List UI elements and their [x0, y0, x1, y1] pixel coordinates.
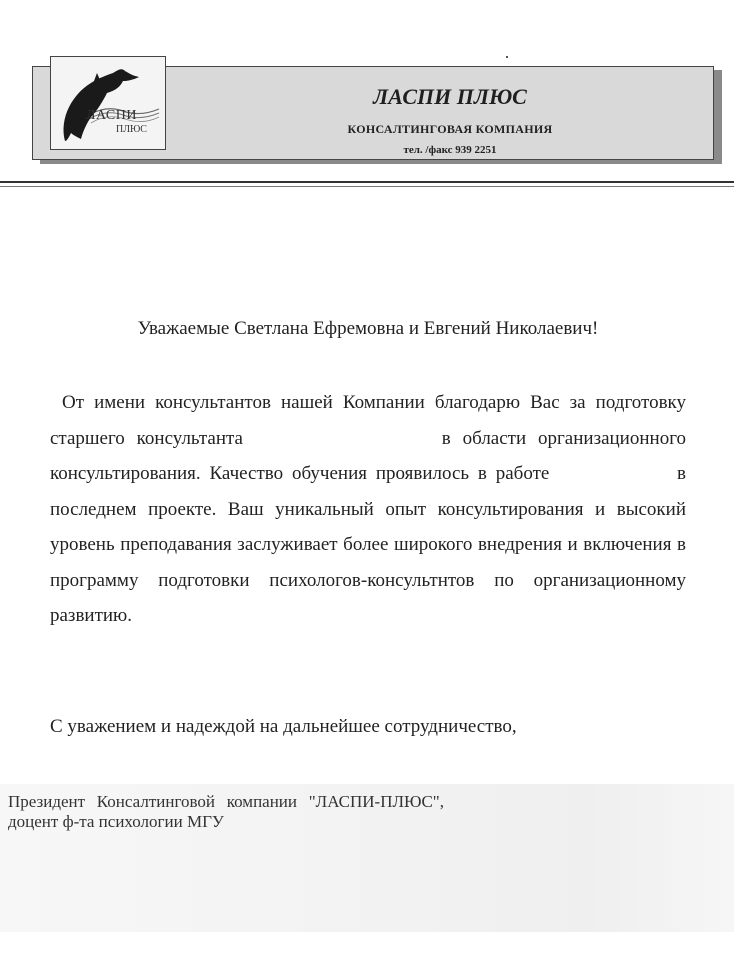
company-logo: [50, 56, 166, 150]
company-phone: тел. /факс 939 2251: [403, 144, 497, 156]
company-name: ЛАСПИ ПЛЮС: [373, 84, 527, 109]
letter-body: [50, 385, 686, 634]
body-text-part2: в области организационного консультирования. Качество обучения проявилось в работе: [50, 427, 687, 484]
letter-greeting: Уважаемые Светлана Ефремовна и Евгений Николаевич!: [137, 318, 599, 339]
dolphin-icon: [51, 57, 167, 151]
logo-text-laspi: ЛАСПИ: [86, 108, 137, 123]
header-rule: [0, 181, 734, 183]
signature-title: Президент Консалтинговой компании "ЛАСПИ-ПЛЮС", доцент ф-та психологии МГУ: [8, 792, 444, 831]
header-rule-thin: [0, 186, 734, 187]
scan-speck: [506, 56, 508, 58]
logo-text-plus: ПЛЮС: [116, 124, 147, 135]
body-text-part1: От имени консультантов нашей Компании благодарю Вас за подготовку старшего консультанта: [50, 392, 686, 449]
body-text-part3: в последнем проекте. Ваш уникальный опыт консультирования и высокий уровень преподавания заслуживает более широкого внедрения и включения в программу подготовки психологов-консультнтов по организационному развитию.: [50, 463, 687, 626]
company-subtitle: КОНСАЛТИНГОВАЯ КОМПАНИЯ: [347, 122, 553, 136]
letter-closing: С уважением и надеждой на дальнейшее сотрудничество,: [50, 716, 517, 737]
